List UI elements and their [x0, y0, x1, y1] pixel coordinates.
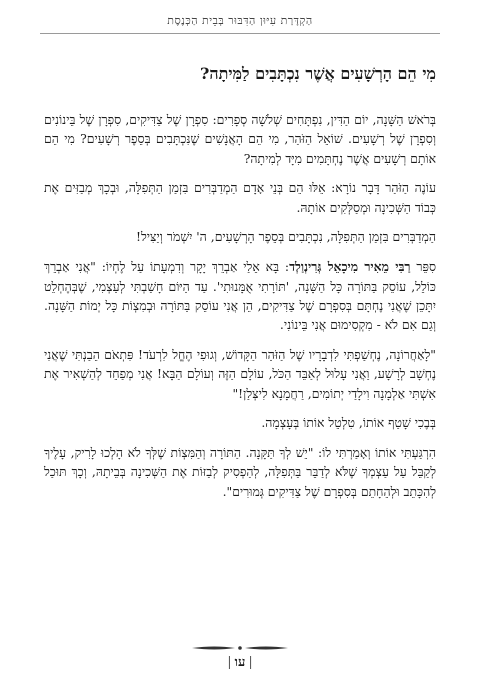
header-divider	[40, 33, 440, 34]
body-text	[44, 110, 436, 512]
page-number-text: עו	[234, 655, 246, 670]
ornament-divider-icon	[190, 643, 290, 653]
rabbi-name: רַבִּי מֵאִיר מִיכָאֵל גְּרִינְוַלְד	[289, 259, 411, 275]
paragraph-1: בְּרֹאשׁ הַשָּׁנָה, יוֹם הַדִּין, נִפְתָּחִים שְׁלֹשָׁה סְפָרִים: סִפְרָן שֶׁל צַדִּיקִים, סִפְרָן שֶׁל בֵּינוֹנִים וְסִפְרָן שֶׁל רְשָׁעִים. שׁוֹאֵל הַזֹּהַר, מִי הֵם הָאֲנָשִׁים שֶׁנִּכְתָּבִים בְּסֵפֶר רְשָׁעִים? מִי הֵם אוֹתָם רְשָׁעִים אֲשֶׁר נֶחְתָּמִים מִיָּד לְמִיתָה?	[44, 112, 436, 166]
paragraph-6: בְּבֶכִי שָׁטַף אוֹתוֹ, טִלְטֵל אוֹתוֹ בְּעָצְמָה.	[261, 415, 436, 431]
paragraph-3: הַמְדַבְּרִים בִּזְמַן הַתְּפִלָּה, נִכְתָּבִים בְּסֵפֶר הָרְשָׁעִים, ה' יִשְׁמֹר וְיַצִּיל!	[136, 229, 436, 245]
paragraph-4-rest: : בָּא אֵלַי אַבְרֵךְ יָקָר וְדִמְעָתוֹ עַל לֶחְיוֹ: "אֲנִי אַבְרֵךְ כּוֹלֵל, עוֹסֵק בַּתּוֹרָה כָּל הַשָּׁנָה, 'תּוֹרָתִי אֻמָּנוּתִי'. עַד הַיּוֹם חָשַׁבְתִּי לְעַצְמִי, שֶׁבְּהֶחְלֵט יִתָּכֵן שֶׁאֲנִי נֶחְתָּם בְּסִפְרָם שֶׁל צַדִּיקִים, הֵן אֲנִי עוֹסֵק בַּתּוֹרָה וּבְמִצְוֹת כָּל יְמוֹת הַשָּׁנָה. וְגַם אִם לֹא - מִקְסִימוּם אֲנִי בֵּינוֹנִי.	[44, 259, 436, 333]
paragraph-2: עוֹנֶה הַזֹּהַר דָּבָר נוֹרָא: אֵלּוּ הֵם בְּנֵי אָדָם הַמְדַבְּרִים בִּזְמַן הַתְּפִלָּה, וּבְכָךְ מְבַזִּים אֶת כְּבוֹד הַשְּׁכִינָה וּמְסַלְּקִים אוֹתָהּ.	[44, 180, 436, 215]
paragraph-4	[44, 257, 436, 334]
paragraph-7: הִרְגַּעְתִּי אוֹתוֹ וְאָמַרְתִּי לוֹ: "יֵשׁ לְךָ תַּקָּנָה. הַתּוֹרָה וְהַמִּצְוֹת שֶׁלְּךָ לֹא הָלְכוּ לָרִיק, עָלֶיךָ לְקַבֵּל עַל עַצְמְךָ שֶׁלֹּא לְדַבֵּר בַּתְּפִלָּה, לְהַפְסִיק לְבַזּוֹת אֶת הַשְּׁכִינָה בְּבֵיתָהּ, וְכָךְ תּוּכַל לְהִכָּתֵב וּלְהֵחָתֵם בְּסִפְרָם שֶׁל צַדִּיקִים גְּמוּרִים".	[44, 445, 436, 499]
page-title: מִי הֵם הָרְשָׁעִים אֲשֶׁר נִכְתָּבִים לַמִּיתָה?	[200, 64, 436, 83]
page-number-bar-left-icon: |	[227, 655, 232, 670]
page-number	[0, 654, 480, 670]
page-number-bar-right-icon: |	[248, 655, 253, 670]
running-head: הַקְדָּרַת עִיּוּן הַדִּבּוּר בְּבֵית הַכְּנֶסֶת	[167, 14, 313, 27]
paragraph-5: "לָאַחֲרוֹנָה, נֶחְשַׁפְתִּי לִדְבָרָיו שֶׁל הַזֹּהַר הַקָּדוֹשׁ, וְגוּפִי הֶחֱל לִרְעֹד! פִּתְאֹם הֵבַנְתִּי שֶׁאֲנִי נֶחְשָׁב לְרָשָׁע, וַאֲנִי עָלוּל לְאַבֵּד הַכֹּל, עוֹלָם הַזֶּה וְעוֹלָם הַבָּא! אֲנִי מְפַחֵד לְהַשְׁאִיר אֶת אִשְׁתִּי אַלְמָנָה וִילָדַי יְתוֹמִים, רַחֲמָנָא לִיצְּלַן!"	[44, 346, 436, 401]
paragraph-4-lead: סִפֵּר	[410, 259, 437, 275]
